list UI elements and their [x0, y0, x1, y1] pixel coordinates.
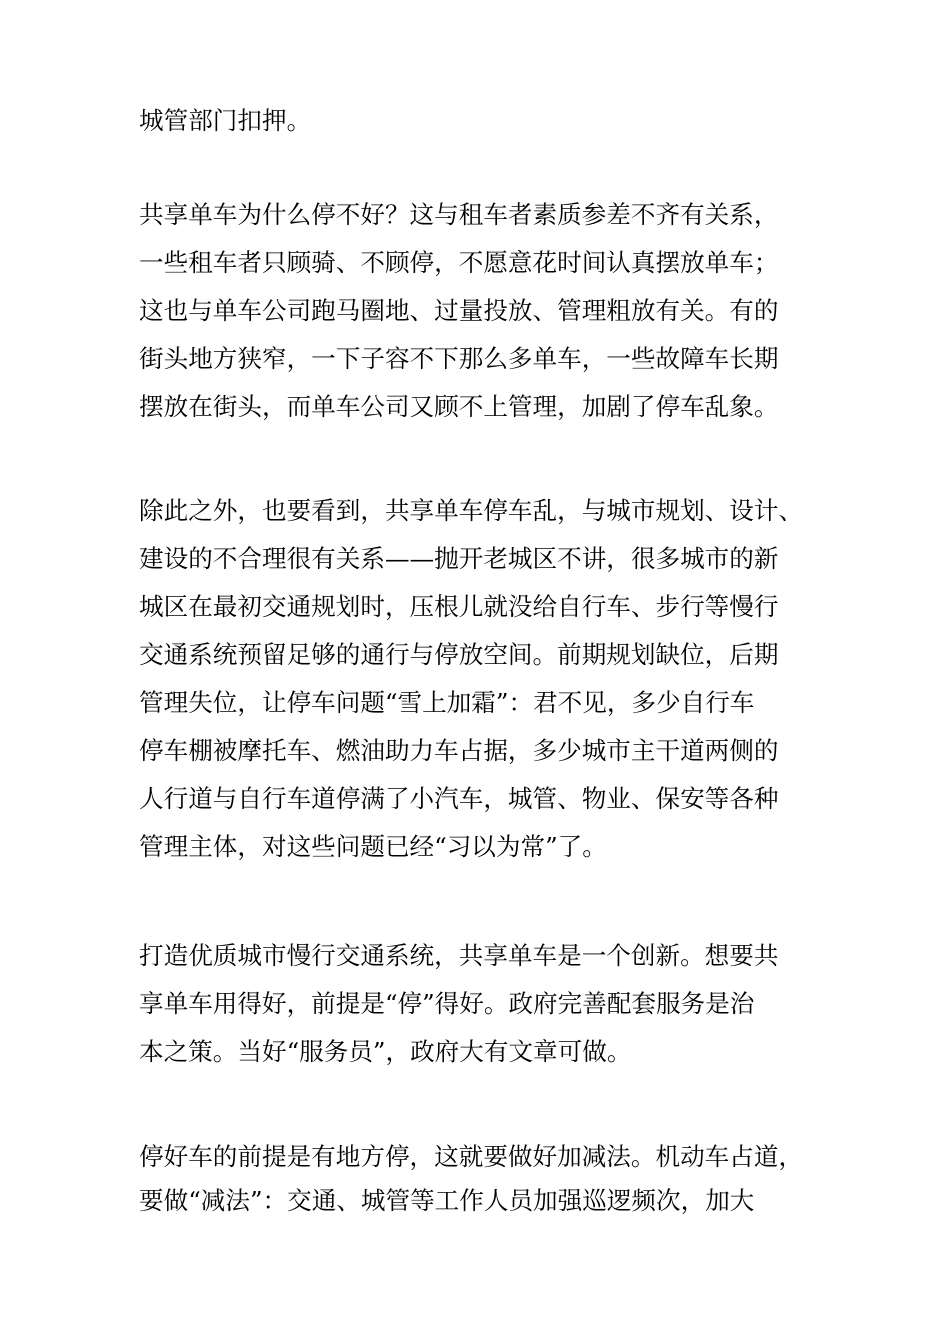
- paragraph-line: 管理主体，对这些问题已经“习以为常”了。: [139, 832, 607, 861]
- paragraph-line: 一些租车者只顾骑、不顾停，不愿意花时间认真摆放单车；: [139, 248, 779, 277]
- paragraph-4: [139, 932, 839, 1076]
- paragraph-3: [139, 487, 839, 871]
- paragraph-line: 街头地方狭窄，一下子容不下那么多单车，一些故障车长期: [139, 344, 779, 373]
- paragraph-line: 城管部门扣押。: [139, 106, 312, 135]
- paragraph-line: 城区在最初交通规划时，压根儿就没给自行车、步行等慢行: [139, 592, 779, 621]
- paragraph-line: 要做“减法”：交通、城管等工作人员加强巡逻频次，加大: [139, 1186, 755, 1215]
- paragraph-line: 享单车用得好，前提是“停”得好。政府完善配套服务是治: [139, 989, 755, 1018]
- paragraph-5: [139, 1135, 839, 1223]
- paragraph-line: 建设的不合理很有关系——抛开老城区不讲，很多城市的新: [139, 544, 779, 573]
- paragraph-line: 管理失位，让停车问题“雪上加霜”：君不见，多少自行车: [139, 688, 755, 717]
- paragraph-line: 打造优质城市慢行交通系统，共享单车是一个创新。想要共: [139, 941, 779, 970]
- paragraph-line: 交通系统预留足够的通行与停放空间。前期规划缺位，后期: [139, 640, 779, 669]
- paragraph-1: [139, 97, 839, 145]
- paragraph-line: 人行道与自行车道停满了小汽车，城管、物业、保安等各种: [139, 784, 779, 813]
- paragraph-line: 摆放在街头，而单车公司又顾不上管理，加剧了停车乱象。: [139, 392, 779, 421]
- paragraph-2: [139, 191, 839, 431]
- paragraph-line: 共享单车为什么停不好？这与租车者素质参差不齐有关系，: [139, 200, 779, 229]
- paragraph-line: 除此之外，也要看到，共享单车停车乱，与城市规划、设计、: [139, 496, 804, 525]
- paragraph-line: 停好车的前提是有地方停，这就要做好加减法。机动车占道，: [139, 1142, 804, 1171]
- paragraph-line: 本之策。当好“服务员”，政府大有文章可做。: [139, 1037, 632, 1066]
- paragraph-line: 这也与单车公司跑马圈地、过量投放、管理粗放有关。有的: [139, 296, 779, 325]
- paragraph-line: 停车棚被摩托车、燃油助力车占据，多少城市主干道两侧的: [139, 736, 779, 765]
